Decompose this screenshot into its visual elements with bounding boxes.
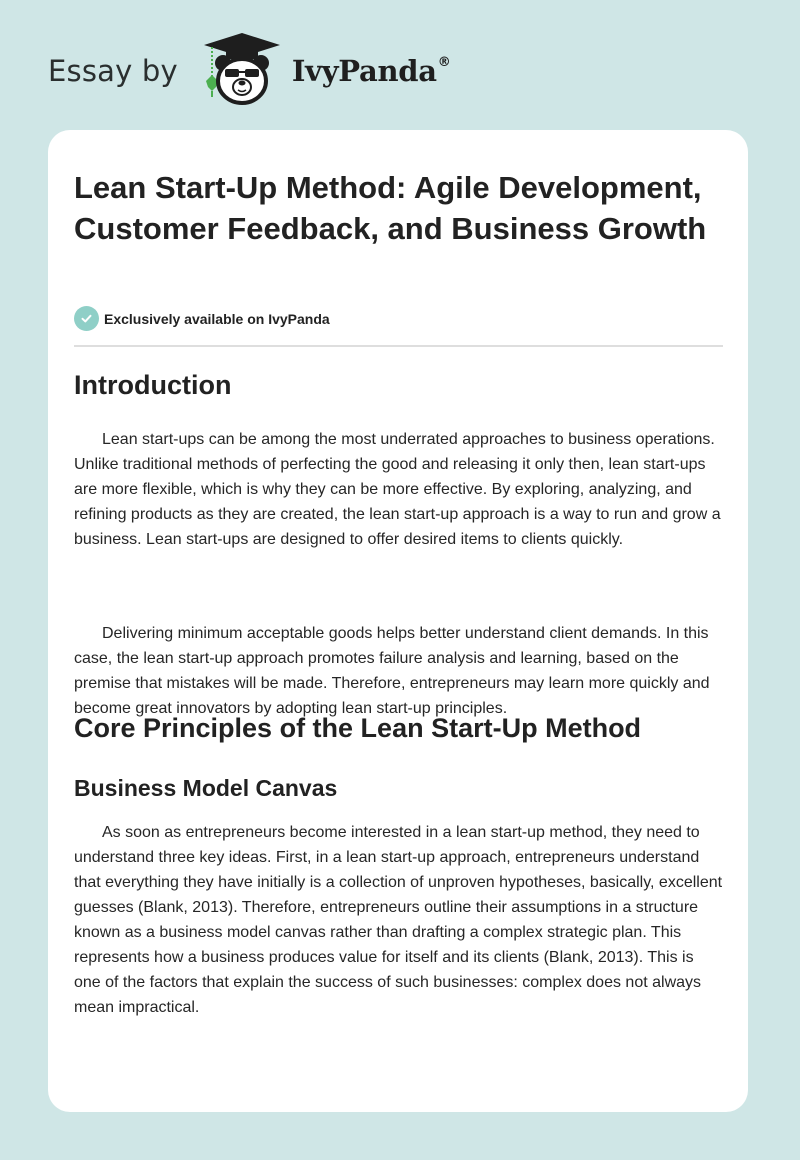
paragraph-intro-1: Lean start-ups can be among the most underrated approaches to business operations. Unlike traditional methods of perfecting the good and releasing it only then, lean start-ups are more flexible, which is why they can be more effective. By exploring, analyzing, and refining products as they are created, the lean start-up approach is a way to run and grow a business. Lean start-ups are designed to offer desired items to clients quickly. <box>74 431 721 548</box>
exclusive-label: Exclusively available on IvyPanda <box>104 310 330 327</box>
essay-card <box>48 130 748 1112</box>
subsection-heading-business-model-canvas: Business Model Canvas <box>74 775 338 801</box>
brand-name[interactable] <box>292 54 451 88</box>
essay-by-label: Essay by <box>48 54 178 88</box>
panda-graduate-logo-icon[interactable] <box>196 31 288 107</box>
paragraph-business-model-canvas: As soon as entrepreneurs become interested in a lean start-up method, they need to understand three key ideas. First, in a lean start-up approach, entrepreneurs understand that everything they have initially is a collection of unproven hypotheses, basically, excellent guesses (Blank, 2013). Therefore, entrepreneurs outline their assumptions in a structure known as a business model canvas rather than drafting a complex strategic plan. This represents how a business produces value for itself and its clients (Blank, 2013). This is one of the factors that explain the success of such businesses: complex does not always mean impractical. <box>74 824 723 1016</box>
exclusive-badge <box>74 306 330 331</box>
paragraph-intro-2: Delivering minimum acceptable goods helps better understand client demands. In this case, the lean start-up approach promotes failure analysis and learning, based on the premise that mistakes will be made. Therefore, entrepreneurs may learn more quickly and become great innovators by adopting lean start-up principles. <box>74 625 710 717</box>
brand-header <box>48 36 450 106</box>
divider <box>74 345 723 347</box>
section-heading-introduction: Introduction <box>74 370 232 400</box>
brand-name-text: IvyPanda <box>291 54 437 88</box>
page-title: Lean Start-Up Method: Agile Development, Customer Feedback, and Business Growth <box>74 170 707 246</box>
section-heading-core-principles: Core Principles of the Lean Start-Up Method <box>74 713 642 743</box>
registered-mark: ® <box>437 55 451 71</box>
check-circle-icon <box>74 306 99 331</box>
